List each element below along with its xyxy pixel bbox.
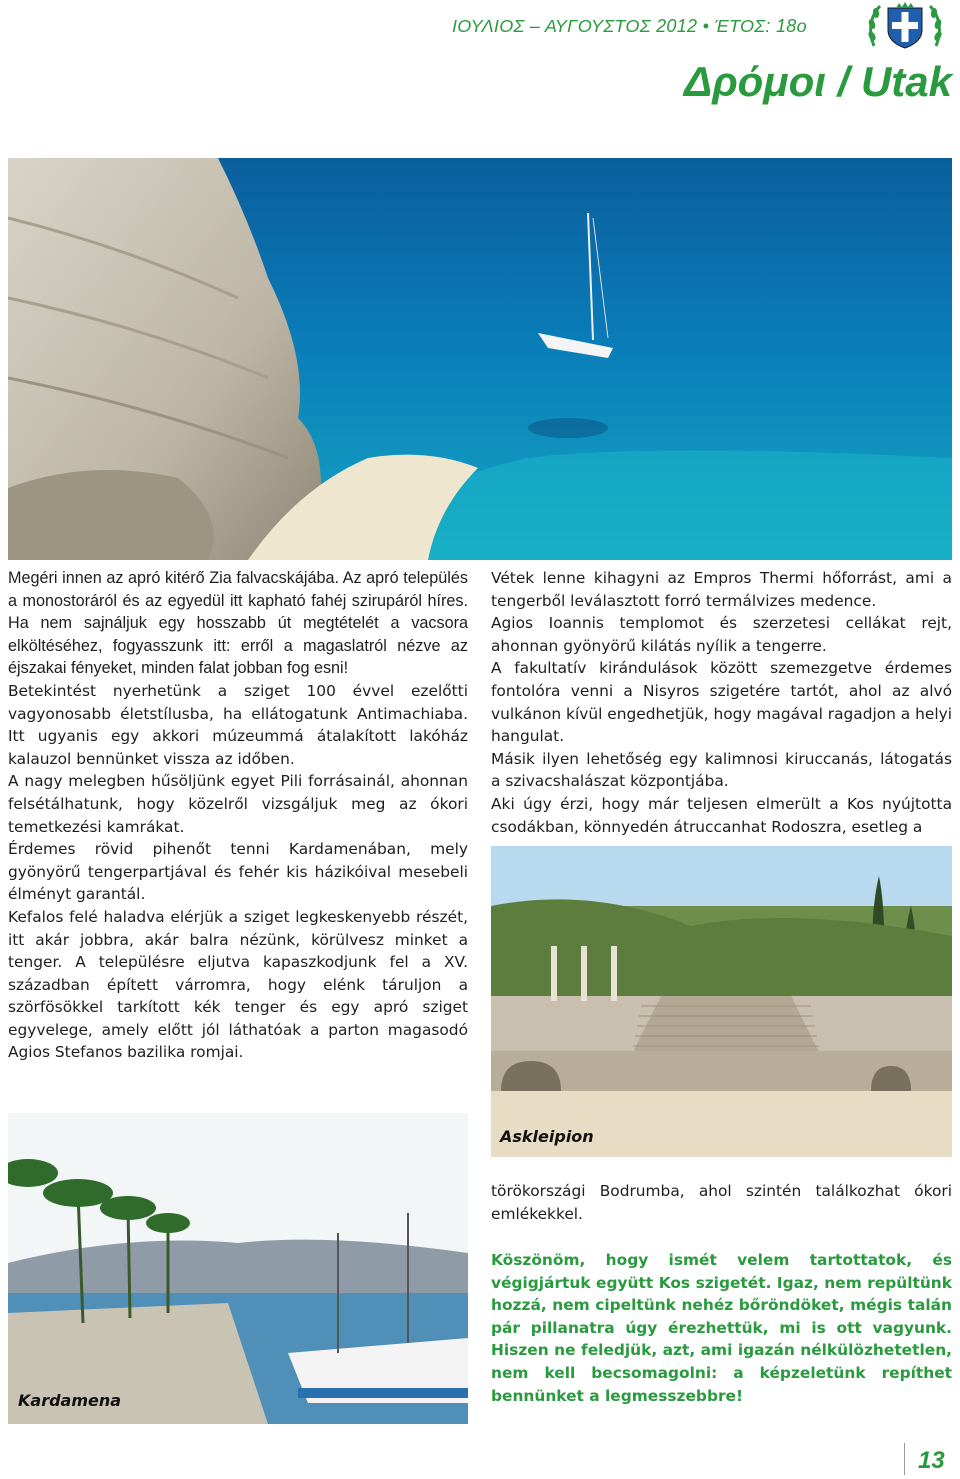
sea-cliff-photo — [8, 158, 952, 560]
askleipion-photo — [491, 846, 952, 1157]
kardamena-photo — [8, 1113, 468, 1424]
paragraph-nisyros: A fakultatív kirándulások között szemezgetve érdemes fontolóra venni a Nisyros szigetére tartót, ahol az alvó vulkánon kívül engedhetjük, hogy magával ragadjon a helyi hangulat. — [491, 659, 953, 746]
section-title: Δρόμοι / Utak — [684, 58, 952, 105]
askleipion-caption: Askleipion — [500, 1127, 594, 1146]
paragraph-kardamena: Érdemes rövid pihenőt tenni Kardamenában, mely gyönyörű tengerpartjával és fehér kis házikóival mesebeli élményt garantál. — [8, 840, 468, 904]
paragraph-rodosz: Aki úgy érzi, hogy már teljesen elmerült a Kos nyújtotta csodákban, könnyedén átruccanhat Rodoszra, esetleg a — [491, 794, 952, 836]
page-number: 13 — [918, 1447, 945, 1474]
right-text-continued — [491, 1180, 952, 1225]
paragraph-kefalos: Kefalos felé haladva elérjük a sziget legkeskenyebb részét, itt akár jobbra, akár balra nézünk, körülvesz minket a tenger. A településre eljutva kapaszkodjunk fel a XV. században épített várromra, hogy elénk táruljon a szörfösökkel tarkított kék tenger és egy apró sziget egyvelege, amely előtt jól láthatóak a parton magasodó Agios Stefanos bazilika romjai. — [8, 907, 468, 1062]
paragraph-kalimnos: Másik ilyen lehetőség egy kalimnosi kiruccanás, látogatás a szivacshalászat központjába. — [491, 749, 952, 791]
paragraph-antimachia: Betekintést nyerhetünk a sziget 100 évvel ezelőtti vagyonosabb életstílusba, ha ellátogatunk Antimachiaba. Itt ugyanis egy akkori múzeummá átalakított lakóház kalauzol bennünket vissza az időben. — [8, 681, 468, 768]
paragraph-zia: Megéri innen az apró kitérő Zia falvacskájába. Az apró település a monostoráról és az egyedül itt kapható fahéj szirupáról híres. Ha nem sajnáljuk egy hosszabb út megtételét a vacsora elköltéséhez, fogyasszunk itt: erről a magaslatról nézve az éjszakai fényeket, minden falat jobban fog esni! — [8, 569, 468, 678]
greek-emblem-icon — [866, 2, 944, 50]
paragraph-empros-thermi: Vétek lenne kihagyni az Empros Thermi hőforrást, ami a tengerből leválasztott forró termálvizes medence. — [491, 569, 952, 610]
left-text-column — [8, 567, 468, 1064]
paragraph-agios-ioannis: Agios Ioannis templomot és szerzetesi cellákat rejt, ahonnan gyönyörű kilátás nyílik a tengerre. — [491, 614, 952, 655]
right-text-column — [491, 567, 952, 838]
page-number-divider — [904, 1443, 905, 1475]
closing-paragraph: Köszönöm, hogy ismét velem tartottatok, és végigjártuk együtt Kos szigetét. Igaz, nem repültünk hozzá, nem cipeltünk nehéz bőröndöket, mégis talán pár pillanatra úgy érezhettük, mi is ott vagyunk. Hiszen ne feledjük, azt, ami igazán nélkülözhetetlen, nem kell becsomagolni: a képzeletünk repíthet bennünket a legmesszebbre! — [491, 1251, 952, 1405]
kardamena-caption: Kardamena — [18, 1391, 122, 1410]
issue-line: ΙΟΥΛΙΟΣ – ΑΥΓΟΥΣΤΟΣ 2012 • ΈΤΟΣ: 18ο — [452, 16, 807, 36]
paragraph-pili: A nagy melegben hűsöljünk egyet Pili forrásainál, ahonnan felsétálhatunk, hogy közelről vizsgáljuk meg az ókori temetkezési kamrákat. — [8, 772, 468, 836]
paragraph-bodrum: törökországi Bodrumba, ahol szintén találkozhat ókori emlékekkel. — [491, 1182, 952, 1223]
